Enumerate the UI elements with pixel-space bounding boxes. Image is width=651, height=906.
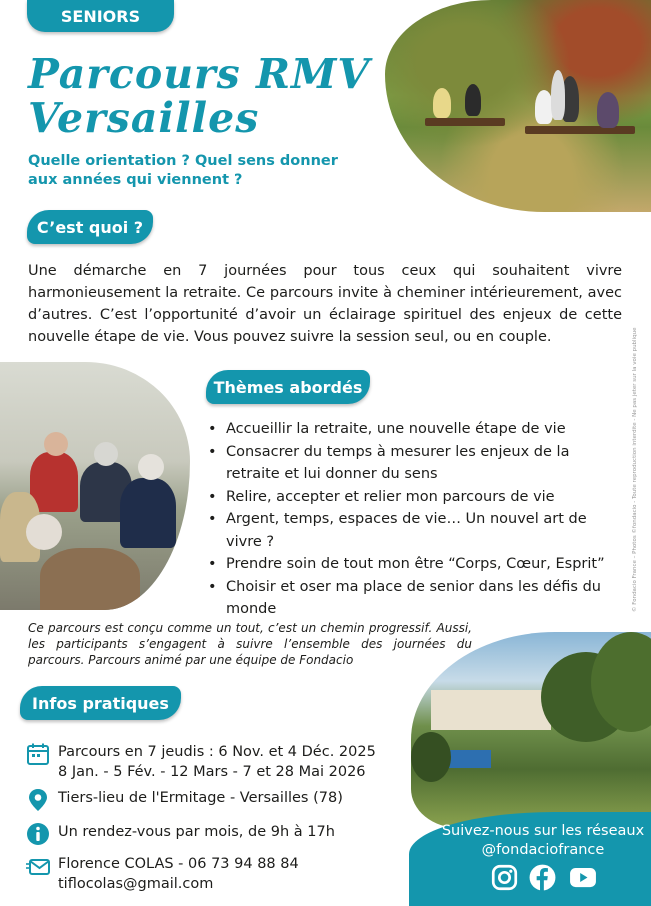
page-title-line-2 — [28, 96, 259, 140]
facebook-icon[interactable] — [529, 864, 556, 891]
conference-room-photo — [0, 362, 190, 610]
schedule-text: Un rendez-vous par mois, de 9h à 17h — [58, 824, 335, 840]
title-line-1: Parcours RMV — [28, 50, 371, 98]
what-heading-label: C’est quoi ? — [36, 217, 144, 237]
location-text: Tiers-lieu de l'Ermitage - Versailles (78) — [58, 790, 343, 806]
youtube-icon[interactable] — [567, 864, 599, 891]
info-heading — [20, 686, 181, 720]
page-subtitle: Quelle orientation ? Quel sens donner aux années qui viennent ? — [28, 153, 338, 188]
copyright-notice: © Fondacio France – Photos ©fondacio - Toute reproduction interdite - Ne pas jeter sur la voie publique — [632, 327, 638, 612]
list-item: • Choisir et oser ma place de senior dans les défis du monde — [206, 576, 626, 621]
list-item: • Prendre soin de tout mon être “Corps, Cœur, Esprit” — [206, 553, 626, 576]
themes-heading — [206, 370, 370, 404]
info-icon — [26, 822, 50, 846]
mail-icon — [26, 854, 50, 878]
list-item: • Accueillir la retraite, une nouvelle étape de vie — [206, 418, 626, 441]
themes-heading-label: Thèmes abordés — [213, 377, 363, 397]
dates-line-2: 8 Jan. - 5 Fév. - 12 Mars - 7 et 28 Mai 2026 — [58, 764, 366, 780]
seniors-tag-label: SENIORS — [60, 6, 141, 26]
what-description: Une démarche en 7 journées pour tous ceux qui souhaitent vivre harmonieusement la retraite. Ce parcours invite à cheminer intérieurement, avec d’autres. C’est l’opportunité d’avoir un éclairage spirituel des enjeux de cette nouvelle étape de vie. Vous pouvez suivre la session seul, ou en couple. — [28, 263, 622, 345]
social-handle: @fondaciofrance — [481, 842, 605, 858]
dates-row — [26, 742, 376, 782]
info-heading-label: Infos pratiques — [32, 693, 169, 713]
schedule-row — [26, 822, 335, 846]
themes-list — [206, 418, 626, 621]
instagram-icon[interactable] — [491, 864, 518, 891]
title-line-2: Versailles — [28, 94, 260, 142]
page-title — [28, 52, 370, 96]
contact-row — [26, 854, 299, 894]
course-note: Ce parcours est conçu comme un tout, c’est un chemin progressif. Aussi, les participants s’engagent à suivre l’ensemble des journées du parcours. Parcours animé par une équipe de Fondacio — [28, 621, 472, 667]
seniors-tag — [27, 0, 174, 32]
social-panel — [409, 812, 651, 906]
list-item: • Relire, accepter et relier mon parcours de vie — [206, 486, 626, 509]
contact-email[interactable]: tiflocolas@gmail.com — [58, 876, 214, 892]
list-item: • Consacrer du temps à mesurer les enjeux de la retraite et lui donner du sens — [206, 441, 626, 486]
location-pin-icon — [26, 788, 50, 812]
contact-name: Florence COLAS - 06 73 94 88 84 — [58, 856, 299, 872]
picnic-photo — [385, 0, 651, 212]
calendar-icon — [26, 742, 50, 766]
location-row — [26, 788, 343, 812]
dates-line-1: Parcours en 7 jeudis : 6 Nov. et 4 Déc. 2025 — [58, 744, 376, 760]
what-heading — [27, 210, 153, 244]
list-item: • Argent, temps, espaces de vie… Un nouvel art de vivre ? — [206, 508, 626, 553]
social-line-1: Suivez-nous sur les réseaux — [441, 823, 645, 839]
